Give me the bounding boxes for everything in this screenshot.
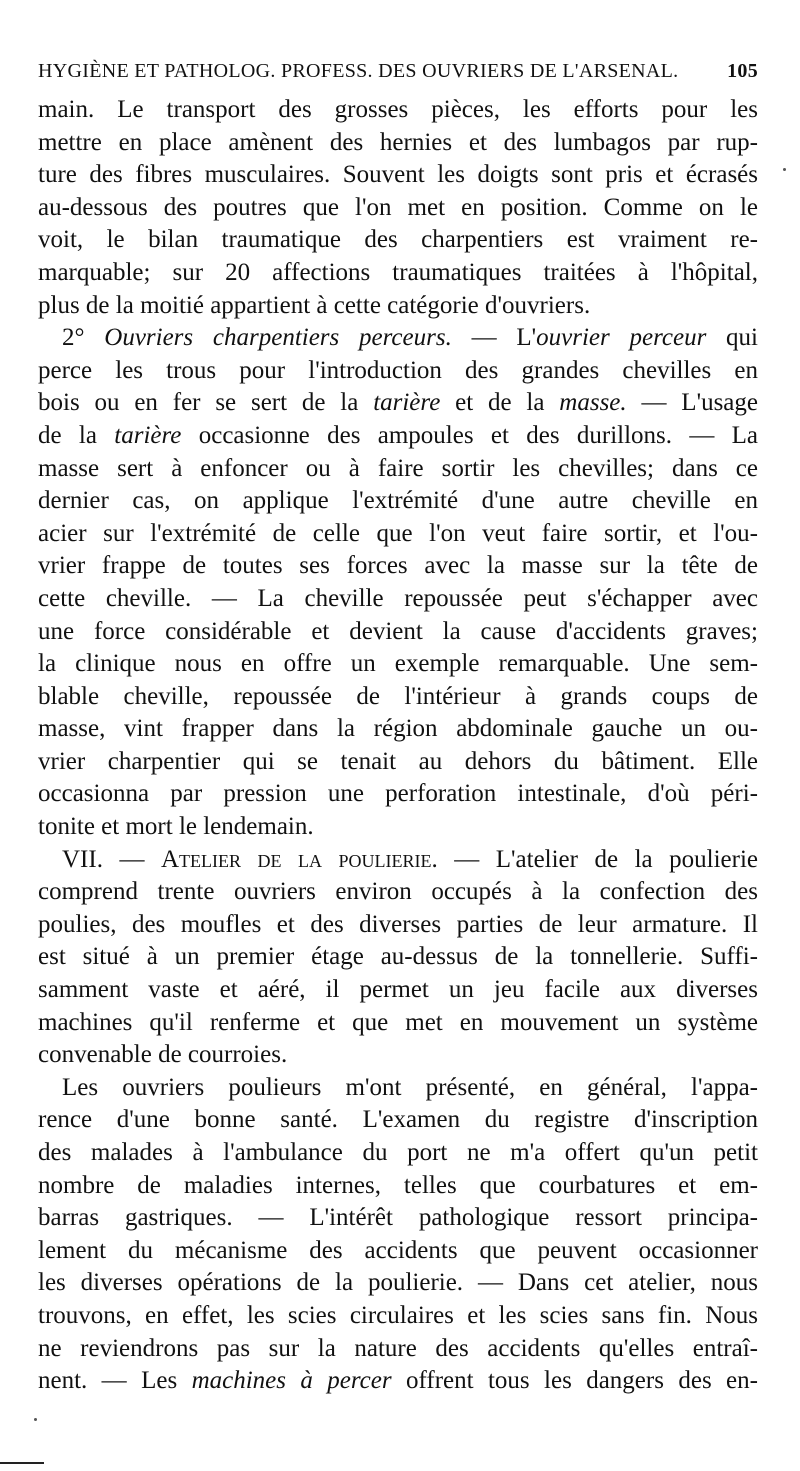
text-segment: voit, le bilan traumatique des charpentiers est vraiment re- <box>38 226 758 254</box>
body-text <box>38 94 758 1398</box>
text-line <box>38 1300 758 1333</box>
page-number: 105 <box>727 60 758 82</box>
text-segment: VII. — <box>62 845 161 873</box>
text-line <box>38 485 758 518</box>
italic-text: machines à percer <box>191 1367 392 1395</box>
text-segment: — L'usage <box>626 389 759 417</box>
text-line <box>38 713 758 746</box>
text-line <box>38 583 758 616</box>
text-line <box>38 1170 758 1203</box>
text-segment: barras gastriques. — L'intérêt pathologique ressort principa- <box>38 1204 758 1232</box>
scan-edge-mark <box>0 1462 44 1464</box>
text-segment: la clinique nous en offre un exemple remarquable. Une sem- <box>38 650 758 678</box>
text-segment: une force considérable et devient la cause d'accidents graves; <box>38 617 758 645</box>
text-segment: lement du mécanisme des accidents que peuvent occasionner <box>38 1236 758 1264</box>
text-line <box>38 648 758 681</box>
text-line <box>38 1104 758 1137</box>
text-segment: perce les trous pour l'introduction des grandes chevilles en <box>38 356 758 384</box>
text-segment: nent. — Les <box>38 1367 192 1395</box>
italic-text: tarière <box>373 389 441 417</box>
text-segment: acier sur l'extrémité de celle que l'on veut faire sortir, et l'ou- <box>38 519 758 547</box>
text-segment: trouvons, en effet, les scies circulaires et les scies sans fin. Nous <box>38 1301 758 1329</box>
text-segment: occasionna par pression une perforation intestinale, d'où péri- <box>38 780 758 808</box>
text-line <box>38 616 758 649</box>
text-segment: tonite et mort le lendemain. <box>38 813 314 841</box>
text-segment: de la <box>38 421 115 449</box>
text-line <box>38 778 758 811</box>
scan-speck <box>34 1418 37 1421</box>
text-segment: Les ouvriers pouliеurs m'ont présenté, en général, l'appa- <box>62 1073 758 1101</box>
text-segment: 2° <box>62 324 105 352</box>
text-segment: cette cheville. — La cheville repoussée peut s'échapper avec <box>38 584 758 612</box>
text-line <box>38 420 758 453</box>
text-segment: des malades à l'ambulance du port ne m'a offert qu'un petit <box>38 1139 758 1166</box>
text-segment: et de la <box>440 389 560 417</box>
text-line <box>38 1039 758 1072</box>
text-segment: — L' <box>451 324 537 352</box>
text-segment: ture des fibres musculaires. Souvent les doigts sont pris et écrasés <box>38 161 758 189</box>
text-line <box>38 290 758 323</box>
text-line <box>38 1333 758 1366</box>
text-segment: marquable; sur 20 affections traumatiques traitées à l'hôpital, <box>38 258 758 286</box>
text-line <box>38 844 758 877</box>
text-line <box>38 159 758 192</box>
text-line <box>38 811 758 844</box>
text-line <box>38 224 758 257</box>
text-line <box>38 1007 758 1040</box>
text-segment: comprend trente ouvriers environ occupés à la confection des <box>38 878 758 906</box>
italic-text: ouvrier perceur <box>536 324 707 352</box>
text-segment: plus de la moitié appartient à cette catégorie d'ouvriers. <box>38 291 591 319</box>
text-segment: mettre en place amènent des hernies et des lumbagos par rup- <box>38 128 758 156</box>
text-line <box>38 322 758 355</box>
text-line <box>38 876 758 909</box>
text-line <box>38 1365 758 1398</box>
text-segment: masse, vint frapper dans la région abdominale gauche un ou- <box>38 715 758 743</box>
text-segment: vrier charpentier qui se tenait au dehors du bâtiment. Elle <box>38 747 758 775</box>
text-segment: convenable de courroies. <box>38 1041 288 1069</box>
text-line <box>38 1137 758 1170</box>
section-heading-text: Atelier de la poulierie. <box>160 845 438 873</box>
text-line <box>38 550 758 583</box>
text-line <box>38 746 758 779</box>
text-segment: vrier frappe de toutes ses forces avec la masse sur la tête de <box>38 552 758 580</box>
text-line <box>38 1072 758 1105</box>
text-line <box>38 453 758 486</box>
text-line <box>38 257 758 290</box>
running-header <box>38 60 758 90</box>
text-segment: main. Le transport des grosses pièces, les efforts pour les <box>38 96 758 123</box>
text-segment: poulies, des moufles et des diverses parties de leur armature. Il <box>38 910 758 938</box>
italic-text: Ouvriers charpentiers perceurs. <box>104 324 452 352</box>
text-segment: occasionne des ampoules et des durillons. — La <box>181 421 759 449</box>
italic-text: tarière <box>114 421 182 449</box>
text-line <box>38 974 758 1007</box>
text-segment: blable cheville, repoussée de l'intérieur à grands coups de <box>38 682 758 710</box>
text-segment: nombre de maladies internes, telles que courbatures et em- <box>38 1171 758 1199</box>
text-segment: offrent tous les dangers des en- <box>391 1367 758 1395</box>
text-segment: dernier cas, on applique l'extrémité d'une autre cheville en <box>38 487 758 515</box>
text-segment: masse sert à enfoncer ou à faire sortir les chevilles; dans ce <box>38 454 758 482</box>
text-line <box>38 941 758 974</box>
text-segment: rence d'une bonne santé. L'examen du registre d'inscription <box>38 1106 758 1134</box>
text-line <box>38 909 758 942</box>
text-line <box>38 192 758 225</box>
text-line <box>38 1235 758 1268</box>
text-segment: au-dessous des poutres que l'on met en position. Comme on le <box>38 193 758 221</box>
text-segment: samment vaste et aéré, il permet un jeu facile aux diverses <box>38 976 758 1004</box>
running-title: HYGIÈNE ET PATHOLOG. PROFESS. DES OUVRIERS DE L'ARSENAL. <box>38 60 679 82</box>
text-line <box>38 681 758 714</box>
text-line <box>38 387 758 420</box>
text-line <box>38 94 758 127</box>
text-line <box>38 1202 758 1235</box>
text-segment: est situé à un premier étage au-dessus de la tonnellerie. Suffi- <box>38 943 758 971</box>
text-line <box>38 127 758 160</box>
text-line <box>38 518 758 551</box>
text-segment: — L'atelier de la poulierie <box>437 845 758 873</box>
text-segment: les diverses opérations de la poulierie. — Dans cet atelier, nous <box>38 1269 758 1297</box>
text-line <box>38 355 758 388</box>
scan-speck <box>783 168 786 171</box>
italic-text: masse. <box>559 389 627 417</box>
text-segment: ne reviendrons pas sur la nature des accidents qu'elles entraî- <box>38 1334 758 1362</box>
text-segment: bois ou en fer se sert de la <box>38 389 374 417</box>
text-segment: machines qu'il renferme et que met en mouvement un système <box>38 1008 758 1036</box>
text-segment: qui <box>706 324 758 352</box>
text-line <box>38 1267 758 1300</box>
